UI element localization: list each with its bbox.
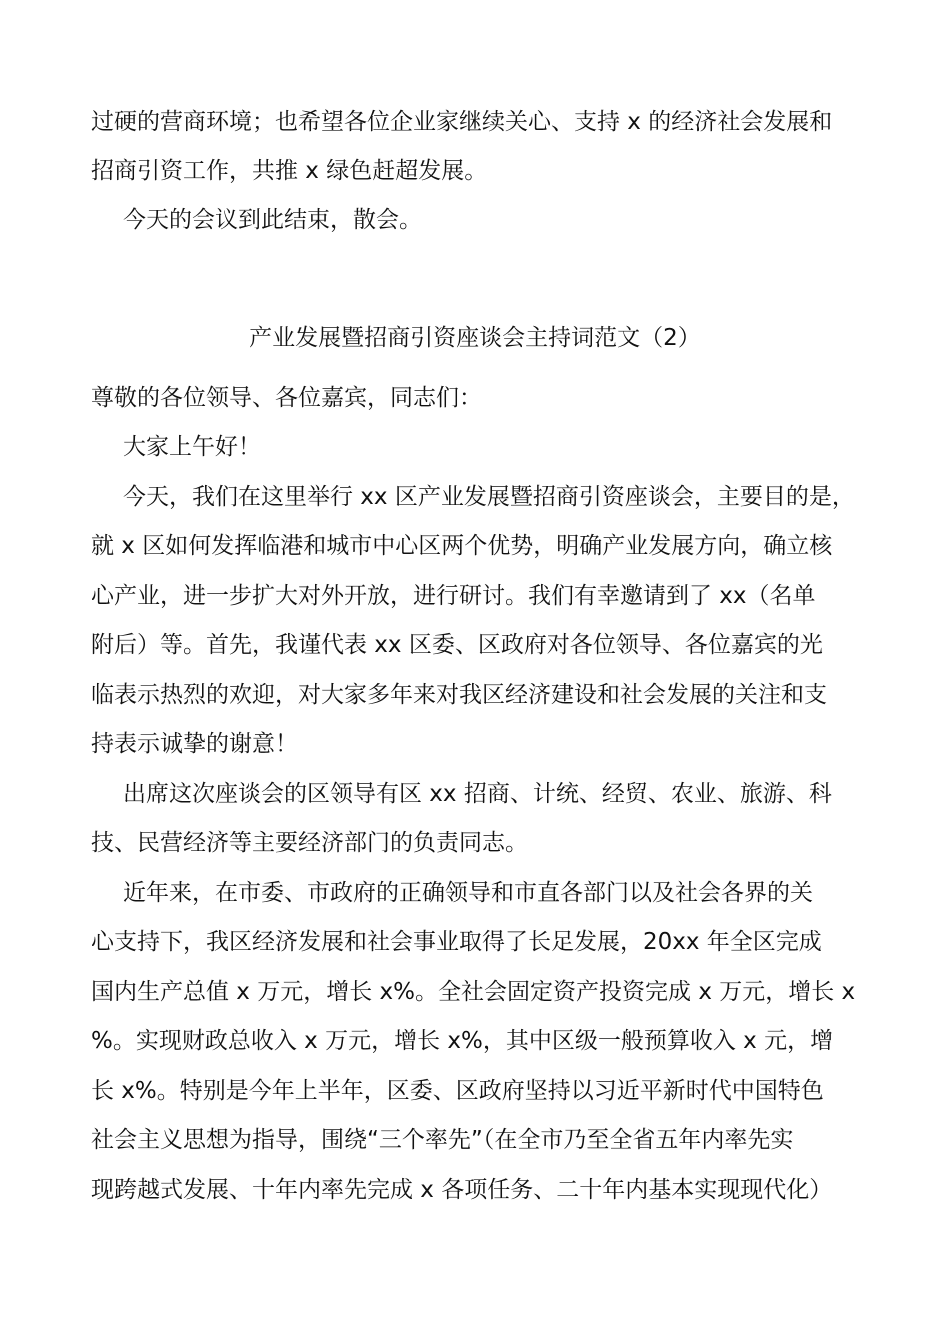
paragraph-line: 招商引资工作，共推 x 绿色赶超发展。: [91, 158, 488, 184]
salutation: 尊敬的各位领导、各位嘉宾，同志们：: [91, 385, 482, 411]
greeting: 大家上午好！: [123, 434, 261, 460]
paragraph-line: 出席这次座谈会的区领导有区 xx 招商、计统、经贸、农业、旅游、科: [123, 781, 832, 807]
paragraph-line: 临表示热烈的欢迎，对大家多年来对我区经济建设和社会发展的关注和支: [91, 682, 827, 708]
paragraph-line: 过硬的营商环境；也希望各位企业家继续关心、支持 x 的经济社会发展和: [91, 109, 833, 135]
paragraph-line: 附后）等。首先，我谨代表 xx 区委、区政府对各位领导、各位嘉宾的光: [91, 632, 823, 658]
paragraph-line: 今天，我们在这里举行 xx 区产业发展暨招商引资座谈会，主要目的是，: [123, 484, 855, 510]
paragraph-line: 社会主义思想为指导，围绕“三个率先”（在全市乃至全省五年内率先实: [91, 1127, 794, 1153]
paragraph-line: 近年来，在市委、市政府的正确领导和市直各部门以及社会各界的关: [123, 880, 813, 906]
paragraph-line: 就 x 区如何发挥临港和城市中心区两个优势，明确产业发展方向，确立核: [91, 533, 833, 559]
paragraph-line: 持表示诚挚的谢意！: [91, 731, 298, 757]
paragraph-line: 现跨越式发展、十年内率先完成 x 各项任务、二十年内基本实现现代化）: [91, 1177, 833, 1203]
paragraph-line: 技、民营经济等主要经济部门的负责同志。: [91, 830, 528, 856]
paragraph-line: 心产业，进一步扩大对外开放，进行研讨。我们有幸邀请到了 xx（名单: [91, 583, 816, 609]
paragraph-line: 长 x%。特别是今年上半年，区委、区政府坚持以习近平新时代中国特色: [91, 1078, 824, 1104]
paragraph-line: 国内生产总值 x 万元，增长 x%。全社会固定资产投资完成 x 万元，增长 x: [91, 979, 856, 1005]
paragraph-line: 今天的会议到此结束，散会。: [123, 207, 422, 233]
paragraph-line: 心支持下，我区经济发展和社会事业取得了长足发展，20xx 年全区完成: [91, 929, 822, 955]
document-title: 产业发展暨招商引资座谈会主持词范文（2）: [249, 325, 701, 351]
paragraph-line: %。实现财政总收入 x 万元，增长 x%，其中区级一般预算收入 x 元，增: [91, 1028, 834, 1054]
